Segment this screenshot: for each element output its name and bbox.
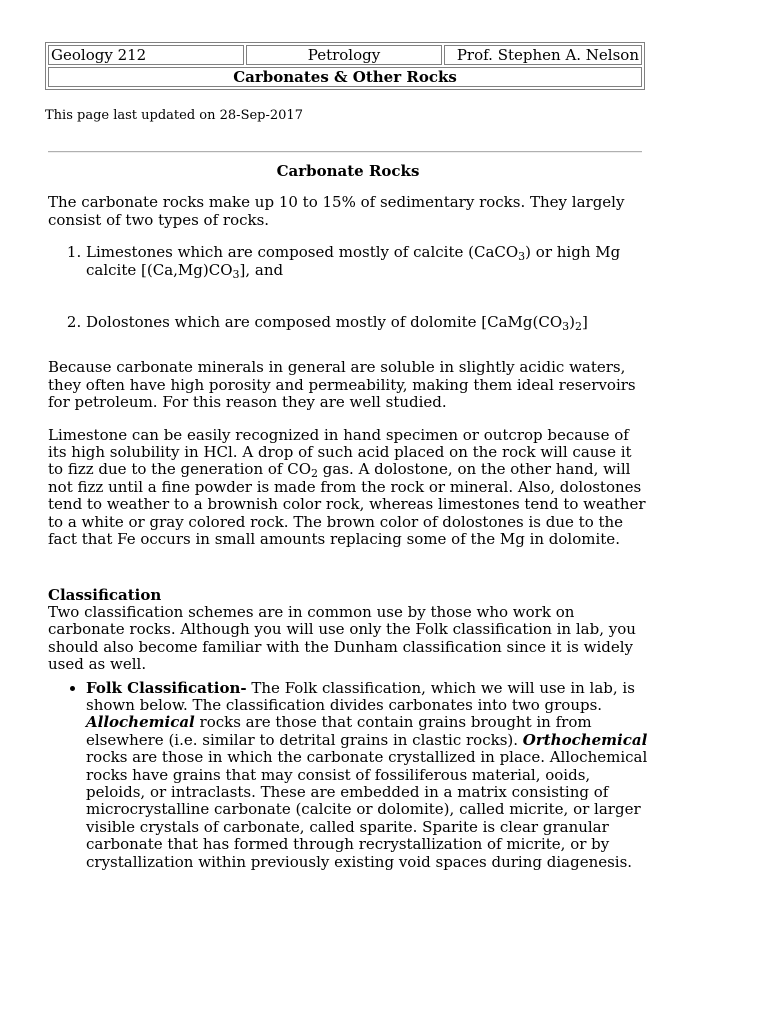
divider	[48, 151, 642, 153]
classification-intro: Two classification schemes are in common use by those who work on carbonate rocks. Although you will use only the Folk classification in lab, you should also become familiar with the Dunham classification since it is widely used as well.	[48, 602, 636, 674]
classification-list	[48, 680, 648, 871]
course-cell: Geology 212	[48, 45, 244, 65]
porosity-paragraph: Because carbonate minerals in general are soluble in slightly acidic waters, they often have high porosity and permeability, making them ideal reservoirs for petroleum. For this reason they are well studied.	[48, 358, 636, 412]
rock-types-list	[48, 243, 648, 334]
list-item-dolostones: 2. Dolostones which are composed mostly of dolomite $[CaMg(CO_3)_2]$	[86, 314, 648, 331]
list-item-folk: • Folk Classification- The Folk classification, which we will use in lab, is shown below. The classification divides carbonates into two groups. Allochemical rocks are those that contain grains brought in from elsewhere (i.e. similar to detrital grains in clastic rocks). Orthochemical rocks are those in which the carbonate crystallized in place. Allochemical rocks have grains that may consist of fossiliferous material, ooids, peloids, or intraclasts. These are embedded in a matrix consisting of microcrystalline carbonate (calcite or dolomite), called micrite, or larger visible crystals of carbonate, called sparite. Sparite is clear granular carbonate that has formed through recrystallization of micrite, or by crystallization within previously existing void spaces during diagenesis.	[86, 680, 648, 871]
carbonate-intro: The carbonate rocks make up 10 to 15% of sedimentary rocks. They largely consist of two types of rocks.	[48, 193, 625, 229]
section-heading-carbonate: Carbonate Rocks	[276, 162, 420, 180]
list-item-limestones: 1. Limestones which are composed mostly of calcite (CaCO$_3$) or high Mg calcite $[(Ca,Mg)CO_3]$, and	[86, 244, 648, 279]
header-table	[45, 42, 645, 90]
classification-heading: Classification	[48, 585, 162, 604]
last-updated: This page last updated on 28-Sep-2017	[45, 108, 303, 123]
page-title: Carbonates & Other Rocks	[48, 67, 642, 87]
instructor-cell: Prof. Stephen A. Nelson	[444, 45, 642, 65]
subject-cell: Petrology	[246, 45, 442, 65]
identification-paragraph: Limestone can be easily recognized in hand specimen or outcrop because of its high solubility in HCl. A drop of such acid placed on the rock will cause it to fizz due to the generation of $CO_2$ gas. A dolostone, on the other hand, will not fizz until a fine powder is made from the rock or mineral. Also, dolostones tend to weather to a brownish color rock, whereas limestones tend to weather to a white or gray colored rock. The brown color of dolostones is due to the fact that Fe occurs in small amounts replacing some of the Mg in dolomite.	[48, 425, 646, 549]
main-content	[48, 163, 648, 871]
